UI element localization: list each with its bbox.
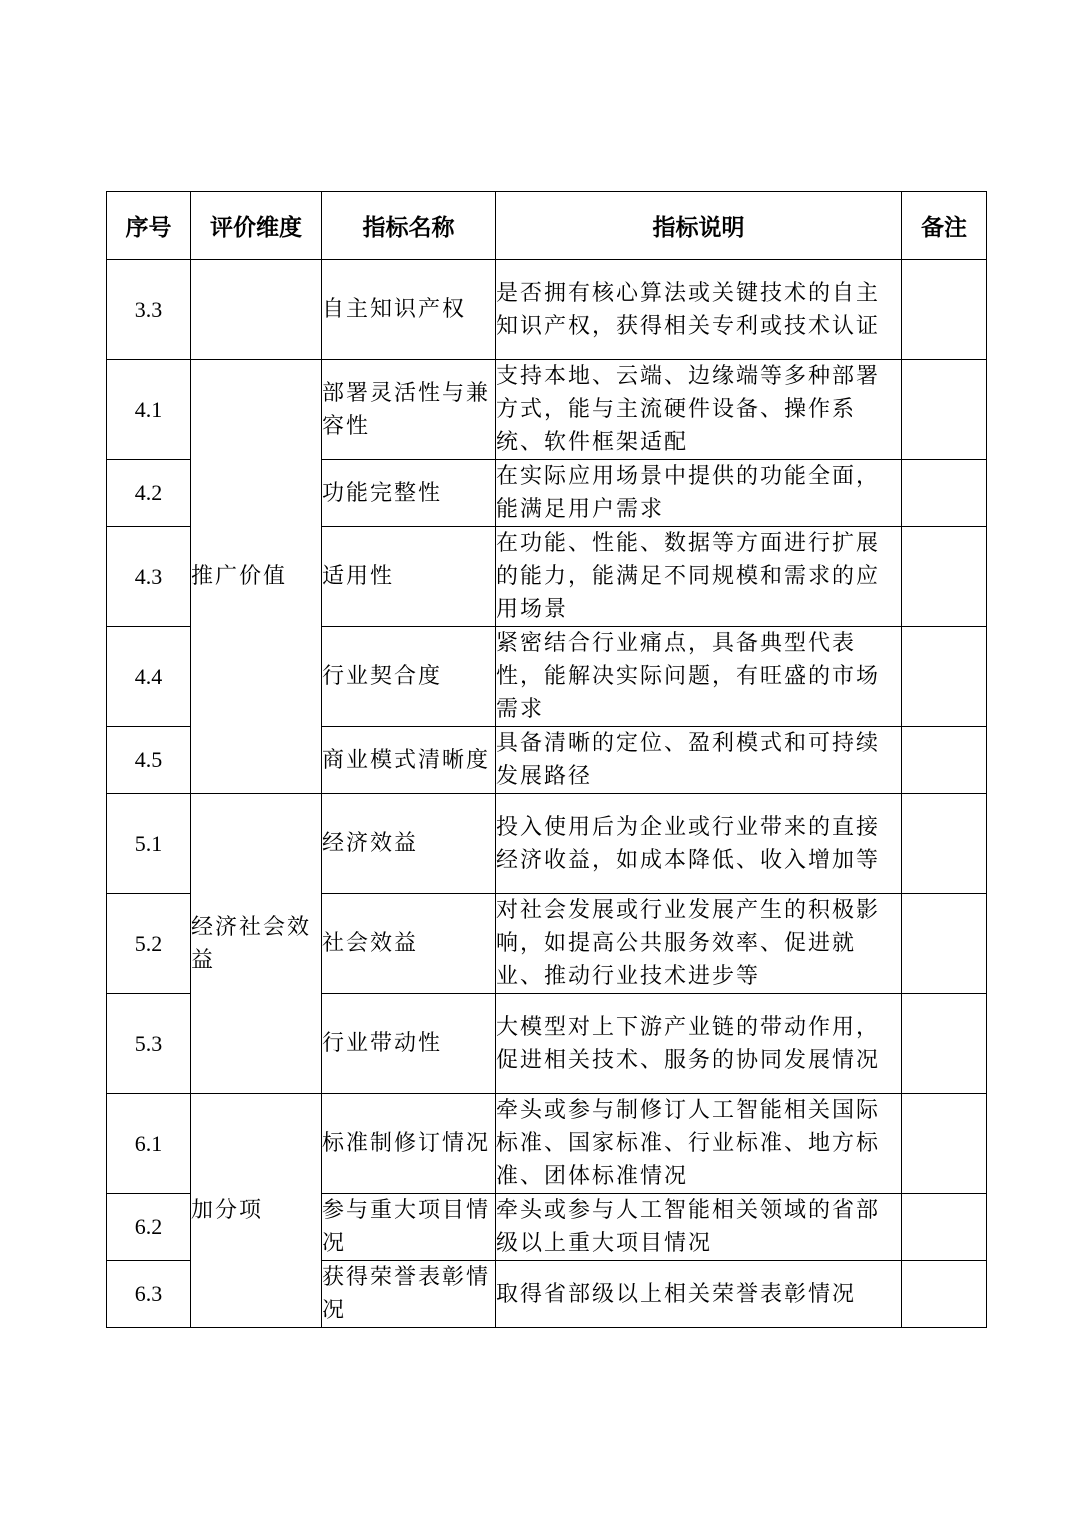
row-num: 4.1 bbox=[107, 360, 191, 460]
indicator-description: 具备清晰的定位、盈利模式和可持续发展路径 bbox=[496, 727, 902, 794]
note-cell bbox=[902, 360, 987, 460]
row-num: 6.1 bbox=[107, 1094, 191, 1194]
indicator-name: 部署灵活性与兼容性 bbox=[322, 360, 496, 460]
note-cell bbox=[902, 627, 987, 727]
indicator-description: 投入使用后为企业或行业带来的直接经济收益，如成本降低、收入增加等 bbox=[496, 794, 902, 894]
note-cell bbox=[902, 1094, 987, 1194]
note-cell bbox=[902, 1194, 987, 1261]
indicator-name: 社会效益 bbox=[322, 894, 496, 994]
note-cell bbox=[902, 260, 987, 360]
header-note: 备注 bbox=[902, 192, 987, 260]
indicator-name: 参与重大项目情况 bbox=[322, 1194, 496, 1261]
row-num: 4.3 bbox=[107, 527, 191, 627]
row-num: 5.1 bbox=[107, 794, 191, 894]
row-num: 3.3 bbox=[107, 260, 191, 360]
table-row bbox=[107, 260, 987, 360]
indicator-name: 商业模式清晰度 bbox=[322, 727, 496, 794]
indicator-name: 获得荣誉表彰情况 bbox=[322, 1261, 496, 1328]
table-row bbox=[107, 1094, 987, 1194]
indicator-name: 自主知识产权 bbox=[322, 260, 496, 360]
indicator-name: 行业带动性 bbox=[322, 994, 496, 1094]
row-num: 4.5 bbox=[107, 727, 191, 794]
note-cell bbox=[902, 527, 987, 627]
indicator-description: 牵头或参与人工智能相关领域的省部级以上重大项目情况 bbox=[496, 1194, 902, 1261]
note-cell bbox=[902, 460, 987, 527]
indicator-description: 取得省部级以上相关荣誉表彰情况 bbox=[496, 1261, 902, 1328]
indicator-name: 功能完整性 bbox=[322, 460, 496, 527]
indicator-name: 标准制修订情况 bbox=[322, 1094, 496, 1194]
dimension-bonus: 加分项 bbox=[191, 1094, 322, 1328]
indicator-description: 是否拥有核心算法或关键技术的自主知识产权，获得相关专利或技术认证 bbox=[496, 260, 902, 360]
indicator-name: 经济效益 bbox=[322, 794, 496, 894]
header-num: 序号 bbox=[107, 192, 191, 260]
note-cell bbox=[902, 1261, 987, 1328]
row-num: 5.2 bbox=[107, 894, 191, 994]
indicator-description: 在功能、性能、数据等方面进行扩展的能力，能满足不同规模和需求的应用场景 bbox=[496, 527, 902, 627]
indicator-description: 支持本地、云端、边缘端等多种部署方式，能与主流硬件设备、操作系统、软件框架适配 bbox=[496, 360, 902, 460]
dimension-cell-empty bbox=[191, 260, 322, 360]
indicator-description: 大模型对上下游产业链的带动作用，促进相关技术、服务的协同发展情况 bbox=[496, 994, 902, 1094]
row-num: 4.4 bbox=[107, 627, 191, 727]
header-name: 指标名称 bbox=[322, 192, 496, 260]
row-num: 6.3 bbox=[107, 1261, 191, 1328]
row-num: 4.2 bbox=[107, 460, 191, 527]
row-num: 6.2 bbox=[107, 1194, 191, 1261]
row-num: 5.3 bbox=[107, 994, 191, 1094]
indicator-name: 适用性 bbox=[322, 527, 496, 627]
indicator-description: 在实际应用场景中提供的功能全面，能满足用户需求 bbox=[496, 460, 902, 527]
dimension-promotion: 推广价值 bbox=[191, 360, 322, 794]
dimension-economic: 经济社会效益 bbox=[191, 794, 322, 1094]
indicator-description: 对社会发展或行业发展产生的积极影响，如提高公共服务效率、促进就业、推动行业技术进步等 bbox=[496, 894, 902, 994]
note-cell bbox=[902, 894, 987, 994]
note-cell bbox=[902, 994, 987, 1094]
note-cell bbox=[902, 727, 987, 794]
evaluation-criteria-table bbox=[106, 191, 987, 1328]
table-header-row bbox=[107, 192, 987, 260]
indicator-description: 牵头或参与制修订人工智能相关国际标准、国家标准、行业标准、地方标准、团体标准情况 bbox=[496, 1094, 902, 1194]
indicator-description: 紧密结合行业痛点，具备典型代表性，能解决实际问题，有旺盛的市场需求 bbox=[496, 627, 902, 727]
header-dimension: 评价维度 bbox=[191, 192, 322, 260]
indicator-name: 行业契合度 bbox=[322, 627, 496, 727]
table-row bbox=[107, 794, 987, 894]
table-row bbox=[107, 360, 987, 460]
note-cell bbox=[902, 794, 987, 894]
header-description: 指标说明 bbox=[496, 192, 902, 260]
